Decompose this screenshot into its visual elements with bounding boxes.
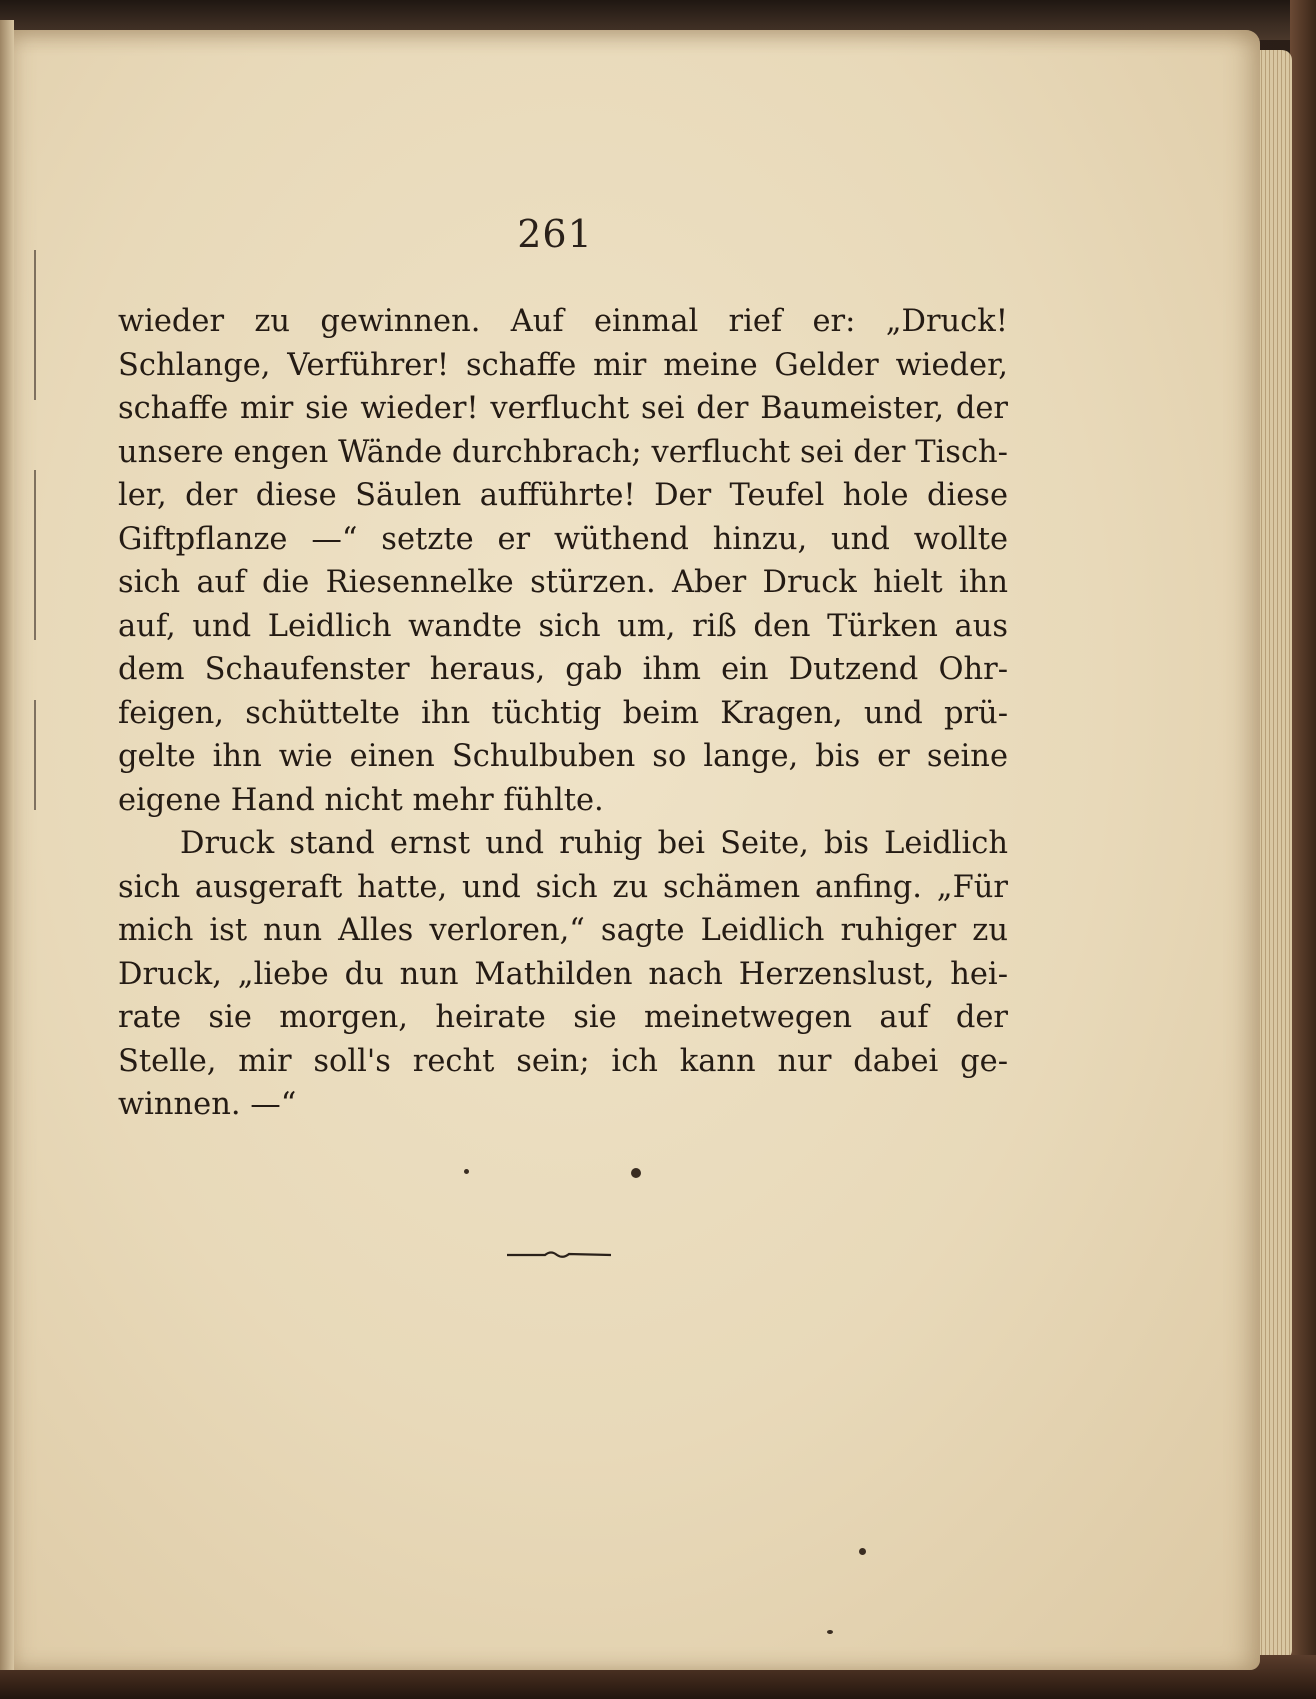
page-edges [1258, 50, 1292, 1660]
text-line: wieder zu gewinnen. Auf einmal rief er: „Druck! [118, 304, 1008, 339]
margin-mark [34, 250, 36, 400]
text-line: eigene Hand nicht mehr fühlte. [118, 782, 604, 818]
ink-speck [631, 1168, 641, 1178]
binding-right [1290, 0, 1316, 1699]
ink-speck [464, 1169, 469, 1174]
text-line: Stelle, mir soll's recht sein; ich kann nur dabei ge- [118, 1043, 1008, 1079]
text-line: sich auf die Riesennelke stürzen. Aber Druck hielt ihn [118, 565, 1008, 600]
text-line: schaffe mir sie wieder! verflucht sei der Baumeister, der [118, 391, 1008, 426]
text-line: Giftpflanze —“ setzte er wüthend hinzu, und wollte [118, 521, 1008, 557]
end-ornament-icon [505, 1247, 613, 1261]
text-line: rate sie morgen, heirate sie meinetwegen auf der [118, 1000, 1008, 1035]
text-line: feigen, schüttelte ihn tüchtig beim Kragen, und prü- [118, 695, 1008, 731]
body-text [118, 300, 1008, 1127]
text-line: Druck, „liebe du nun Mathilden nach Herzenslust, hei- [118, 956, 1008, 992]
text-line: ler, der diese Säulen aufführte! Der Teufel hole diese [118, 478, 1008, 513]
page-number: 261 [517, 212, 593, 256]
text-line: Schlange, Verführer! schaffe mir meine Gelder wieder, [118, 347, 1008, 383]
text-line: unsere engen Wände durchbrach; verflucht sei der Tisch- [118, 434, 1008, 470]
text-line: sich ausgeraft hatte, und sich zu schämen anfing. „Für [118, 869, 1008, 905]
margin-mark [34, 470, 36, 640]
paragraph-2 [118, 822, 1008, 1127]
text-line: winnen. —“ [118, 1087, 297, 1122]
ink-speck [859, 1548, 866, 1555]
text-line: gelte ihn wie einen Schulbuben so lange, bis er seine [118, 739, 1008, 774]
text-line: auf, und Leidlich wandte sich um, riß den Türken aus [118, 608, 1008, 644]
ink-speck [827, 1630, 833, 1634]
text-line: Druck stand ernst und ruhig bei Seite, bis Leidlich [180, 826, 1008, 861]
text-line: dem Schaufenster heraus, gab ihm ein Dutzend Ohr- [118, 652, 1008, 687]
paragraph-1 [118, 300, 1008, 822]
left-page-edge [0, 20, 14, 1670]
text-line: mich ist nun Alles verloren,“ sagte Leidlich ruhiger zu [118, 913, 1008, 948]
margin-mark [34, 700, 36, 810]
